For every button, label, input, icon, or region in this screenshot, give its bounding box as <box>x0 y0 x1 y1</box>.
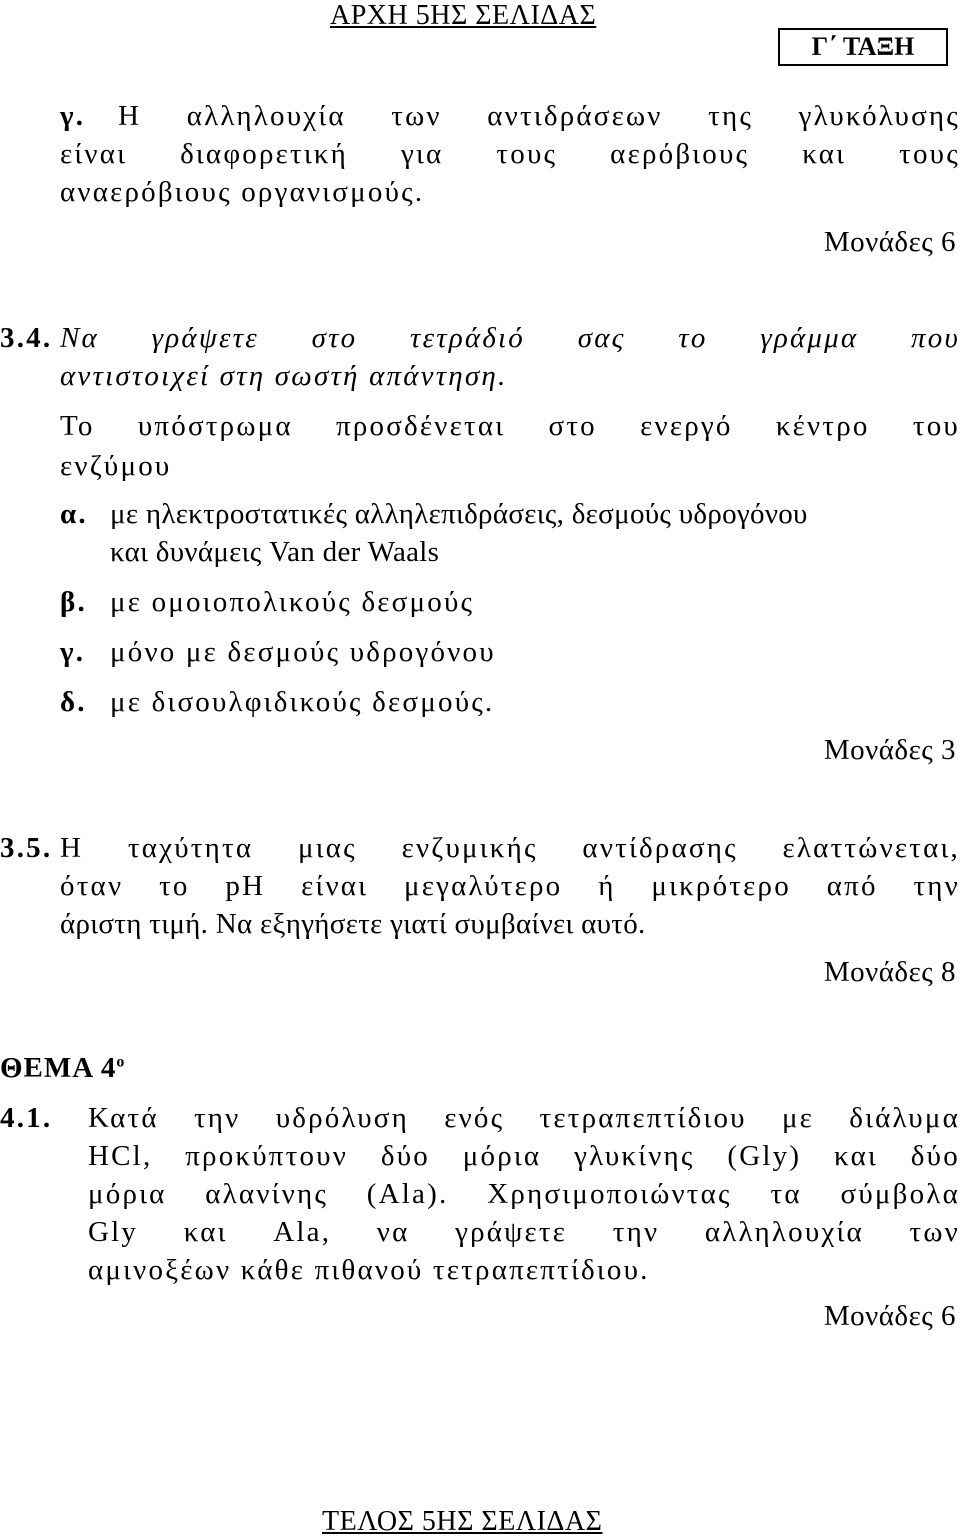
word: αλανίνης <box>205 1178 329 1210</box>
word: και <box>802 138 847 170</box>
q34-option-b-letter: β. <box>60 586 87 618</box>
word: γράψετε <box>455 1216 568 1248</box>
word: τα <box>770 1178 802 1210</box>
q41-line-4 <box>88 1216 960 1249</box>
q35-line-2 <box>60 870 960 903</box>
word: για <box>401 138 444 170</box>
q34-option-b-text: με ομοιοπολικούς δεσμούς <box>110 586 475 618</box>
word: σας <box>577 322 626 354</box>
item-g-line-2 <box>60 138 960 171</box>
item-g-marks: Μονάδες 6 <box>823 226 956 258</box>
word: κέντρο <box>775 410 870 442</box>
word: μόρια <box>88 1178 167 1210</box>
word: το <box>159 870 190 902</box>
word: αλληλουχία <box>704 1216 864 1248</box>
q34-option-a-text-2: και δυνάμεις Van der Waals <box>110 536 440 568</box>
word: γράμμα <box>760 322 859 354</box>
word: ελαττώνεται, <box>782 832 960 864</box>
item-g-line-1 <box>118 100 960 133</box>
q34-option-c-text: μόνο με δεσμούς υδρογόνου <box>110 636 496 668</box>
word: ενός <box>444 1102 505 1134</box>
q41-line-3 <box>88 1178 960 1211</box>
word: Gly <box>88 1216 139 1248</box>
q35-line-1 <box>60 832 960 865</box>
item-g-letter: γ. <box>60 100 86 132</box>
q34-option-b <box>60 586 474 619</box>
word: είναι <box>60 138 128 170</box>
word: αλληλουχία <box>186 100 346 132</box>
q34-option-d-text: με δισουλφιδικούς δεσμούς. <box>110 686 495 718</box>
q34-option-a-letter: α. <box>60 498 88 530</box>
page-end-footer: ΤΕΛΟΣ 5ΗΣ ΣΕΛΙΔΑΣ <box>322 1506 603 1537</box>
word: ή <box>598 870 616 902</box>
word: pH <box>225 870 266 902</box>
word: την <box>612 1216 660 1248</box>
word: αντιδράσεων <box>487 100 663 132</box>
word: υπόστρωμα <box>137 410 293 442</box>
word: (Gly) <box>727 1140 802 1172</box>
theme-4-title: ΘΕΜΑ 4 <box>0 1052 117 1084</box>
q34-instruction-line-1 <box>60 322 960 355</box>
word: και <box>183 1216 228 1248</box>
word: στο <box>548 410 597 442</box>
q35-marks: Μονάδες 8 <box>823 956 956 988</box>
word: ενεργό <box>640 410 733 442</box>
word: μεγαλύτερο <box>403 870 563 902</box>
word: είναι <box>301 870 369 902</box>
q34-option-d-letter: δ. <box>60 686 87 718</box>
word: της <box>708 100 754 132</box>
q34-option-c-letter: γ. <box>60 636 86 668</box>
theme-4-heading <box>0 1052 125 1085</box>
word: μιας <box>298 832 357 864</box>
word: να <box>376 1216 410 1248</box>
word: Η <box>60 832 84 864</box>
word: Να <box>60 322 99 354</box>
q41-line-5: αμινοξέων κάθε πιθανού τετραπεπτίδιου. <box>88 1254 650 1286</box>
word: HCl, <box>88 1140 153 1172</box>
theme-4-sup: ο <box>116 1053 126 1071</box>
word: προσδένεται <box>336 410 506 442</box>
q34-number: 3.4. <box>0 322 53 354</box>
q41-marks: Μονάδες 6 <box>823 1300 956 1332</box>
word: γράψετε <box>151 322 259 354</box>
q34-stem-line-2: ενζύμου <box>60 450 172 482</box>
word: μικρότερο <box>651 870 791 902</box>
word: όταν <box>60 870 124 902</box>
word: το <box>678 322 708 354</box>
word: τους <box>899 138 960 170</box>
q34-marks: Μονάδες 3 <box>823 734 956 766</box>
word: Το <box>60 410 95 442</box>
class-label-box: Γ΄ ΤΑΞΗ <box>778 28 948 66</box>
word: διάλυμα <box>849 1102 960 1134</box>
q35-line-3: άριστη τιμή. Να εξηγήσετε γιατί συμβαίνει αυτό. <box>60 908 646 940</box>
q41-line-2 <box>88 1140 960 1173</box>
q34-instruction-line-2: αντιστοιχεί στη σωστή απάντηση. <box>60 360 508 392</box>
word: Χρησιμοποιώντας <box>487 1178 732 1210</box>
word: Κατά <box>88 1102 159 1134</box>
q34-stem-line-1 <box>60 410 960 443</box>
word: σύμβολα <box>840 1178 960 1210</box>
word: και <box>834 1140 878 1172</box>
word: δύο <box>380 1140 430 1172</box>
q35-number: 3.5. <box>0 832 53 864</box>
word: ενζυμικής <box>401 832 538 864</box>
word: στο <box>311 322 358 354</box>
q34-option-c <box>60 636 496 669</box>
word: υδρόλυση <box>275 1102 409 1134</box>
word: μόρια <box>462 1140 542 1172</box>
word: αντίδρασης <box>582 832 738 864</box>
word: τους <box>496 138 558 170</box>
word: που <box>911 322 960 354</box>
word: την <box>913 870 960 902</box>
q41-line-1 <box>88 1102 960 1135</box>
q34-option-d <box>60 686 494 719</box>
word: με <box>781 1102 815 1134</box>
q34-option-a-text: με ηλεκτροστατικές αλληλεπιδράσεις, δεσμούς υδρογόνου <box>110 498 808 530</box>
word: γλυκόλυσης <box>798 100 960 132</box>
q41-number: 4.1. <box>0 1102 53 1134</box>
word: (Ala). <box>366 1178 449 1210</box>
page-start-header: ΑΡΧΗ 5ΗΣ ΣΕΛΙΔΑΣ <box>330 0 597 31</box>
item-g-line-3: αναερόβιους οργανισμούς. <box>60 176 425 208</box>
word: δύο <box>910 1140 960 1172</box>
word: διαφορετική <box>180 138 349 170</box>
word: ταχύτητα <box>127 832 254 864</box>
word: Η <box>118 100 142 132</box>
word: των <box>909 1216 960 1248</box>
word: την <box>193 1102 241 1134</box>
word: τετραπεπτίδιου <box>539 1102 747 1134</box>
word: των <box>391 100 442 132</box>
word: αερόβιους <box>610 138 750 170</box>
word: του <box>912 410 960 442</box>
word: από <box>826 870 878 902</box>
q34-option-a <box>60 498 808 531</box>
word: τετράδιό <box>410 322 525 354</box>
word: προκύπτουν <box>185 1140 349 1172</box>
word: γλυκίνης <box>574 1140 695 1172</box>
word: Ala, <box>273 1216 332 1248</box>
